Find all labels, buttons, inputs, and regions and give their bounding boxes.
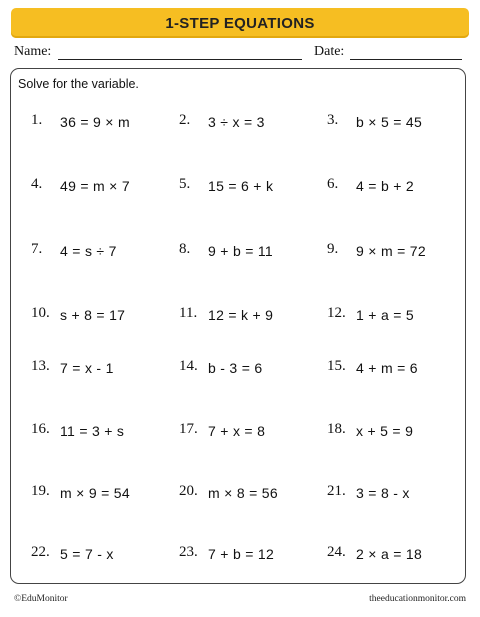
problem-item [31, 421, 179, 445]
problem-number: 7. [31, 241, 43, 257]
website-text: theeducationmonitor.com [369, 594, 466, 604]
problem-item [179, 241, 327, 265]
name-date-row [14, 44, 466, 64]
problem-item [179, 112, 327, 136]
problem-equation: 5 = 7 - x [60, 546, 114, 562]
problem-equation: x + 5 = 9 [356, 423, 414, 439]
problem-item [31, 241, 179, 265]
problem-number: 6. [327, 176, 339, 192]
worksheet-title: 1-STEP EQUATIONS [165, 14, 315, 32]
problem-number: 21. [327, 483, 346, 499]
problem-equation: m × 8 = 56 [208, 485, 278, 501]
problem-item [31, 176, 179, 200]
problem-item [31, 305, 179, 329]
problem-equation: 9 × m = 72 [356, 243, 426, 259]
problem-item [31, 544, 179, 568]
date-label: Date: [314, 44, 345, 59]
problem-number: 20. [179, 483, 198, 499]
problem-number: 5. [179, 176, 191, 192]
problem-item [327, 421, 475, 445]
problem-number: 8. [179, 241, 191, 257]
problem-equation: 12 = k + 9 [208, 307, 274, 323]
problem-number: 15. [327, 358, 346, 374]
problem-number: 11. [179, 305, 198, 321]
problem-equation: 7 = x - 1 [60, 360, 114, 376]
date-blank-line [350, 59, 462, 60]
problem-equation: 4 + m = 6 [356, 360, 418, 376]
problem-item [31, 112, 179, 136]
problem-number: 16. [31, 421, 50, 437]
problem-number: 24. [327, 544, 346, 560]
problem-equation: s + 8 = 17 [60, 307, 126, 323]
problem-item [179, 544, 327, 568]
problem-equation: 3 ÷ x = 3 [208, 114, 265, 130]
problem-item [179, 483, 327, 507]
problem-equation: b × 5 = 45 [356, 114, 423, 130]
problem-equation: b - 3 = 6 [208, 360, 263, 376]
problem-item [327, 305, 475, 329]
problem-item [327, 176, 475, 200]
problem-number: 12. [327, 305, 346, 321]
problem-equation: m × 9 = 54 [60, 485, 130, 501]
problem-equation: 9 + b = 11 [208, 243, 274, 259]
problem-item [327, 544, 475, 568]
problem-number: 23. [179, 544, 198, 560]
problem-item [327, 241, 475, 265]
problem-number: 18. [327, 421, 346, 437]
problem-number: 4. [31, 176, 43, 192]
name-label: Name: [14, 44, 52, 59]
problem-number: 17. [179, 421, 198, 437]
problem-number: 9. [327, 241, 339, 257]
problem-equation: 7 + b = 12 [208, 546, 275, 562]
problem-item [327, 483, 475, 507]
problem-equation: 49 = m × 7 [60, 178, 130, 194]
problem-item [327, 358, 475, 382]
problem-number: 19. [31, 483, 50, 499]
instructions: Solve for the variable. [18, 77, 139, 91]
problem-number: 2. [179, 112, 191, 128]
problem-equation: 3 = 8 - x [356, 485, 410, 501]
problem-equation: 2 × a = 18 [356, 546, 423, 562]
problem-number: 10. [31, 305, 50, 321]
problem-equation: 4 = b + 2 [356, 178, 414, 194]
problem-number: 22. [31, 544, 50, 560]
problem-equation: 15 = 6 + k [208, 178, 274, 194]
problem-item [327, 112, 475, 136]
problem-item [179, 358, 327, 382]
problem-equation: 11 = 3 + s [60, 423, 125, 439]
problem-item [31, 358, 179, 382]
problem-number: 13. [31, 358, 50, 374]
problem-equation: 4 = s ÷ 7 [60, 243, 117, 259]
problem-equation: 36 = 9 × m [60, 114, 130, 130]
problem-item [31, 483, 179, 507]
problem-number: 3. [327, 112, 339, 128]
problem-number: 1. [31, 112, 43, 128]
problem-number: 14. [179, 358, 198, 374]
problem-equation: 7 + x = 8 [208, 423, 266, 439]
name-blank-line [58, 59, 302, 60]
title-banner [11, 8, 469, 38]
problem-item [179, 176, 327, 200]
problem-item [179, 305, 327, 329]
problem-equation: 1 + a = 5 [356, 307, 414, 323]
problem-item [179, 421, 327, 445]
copyright-text: ©EduMonitor [14, 594, 68, 604]
